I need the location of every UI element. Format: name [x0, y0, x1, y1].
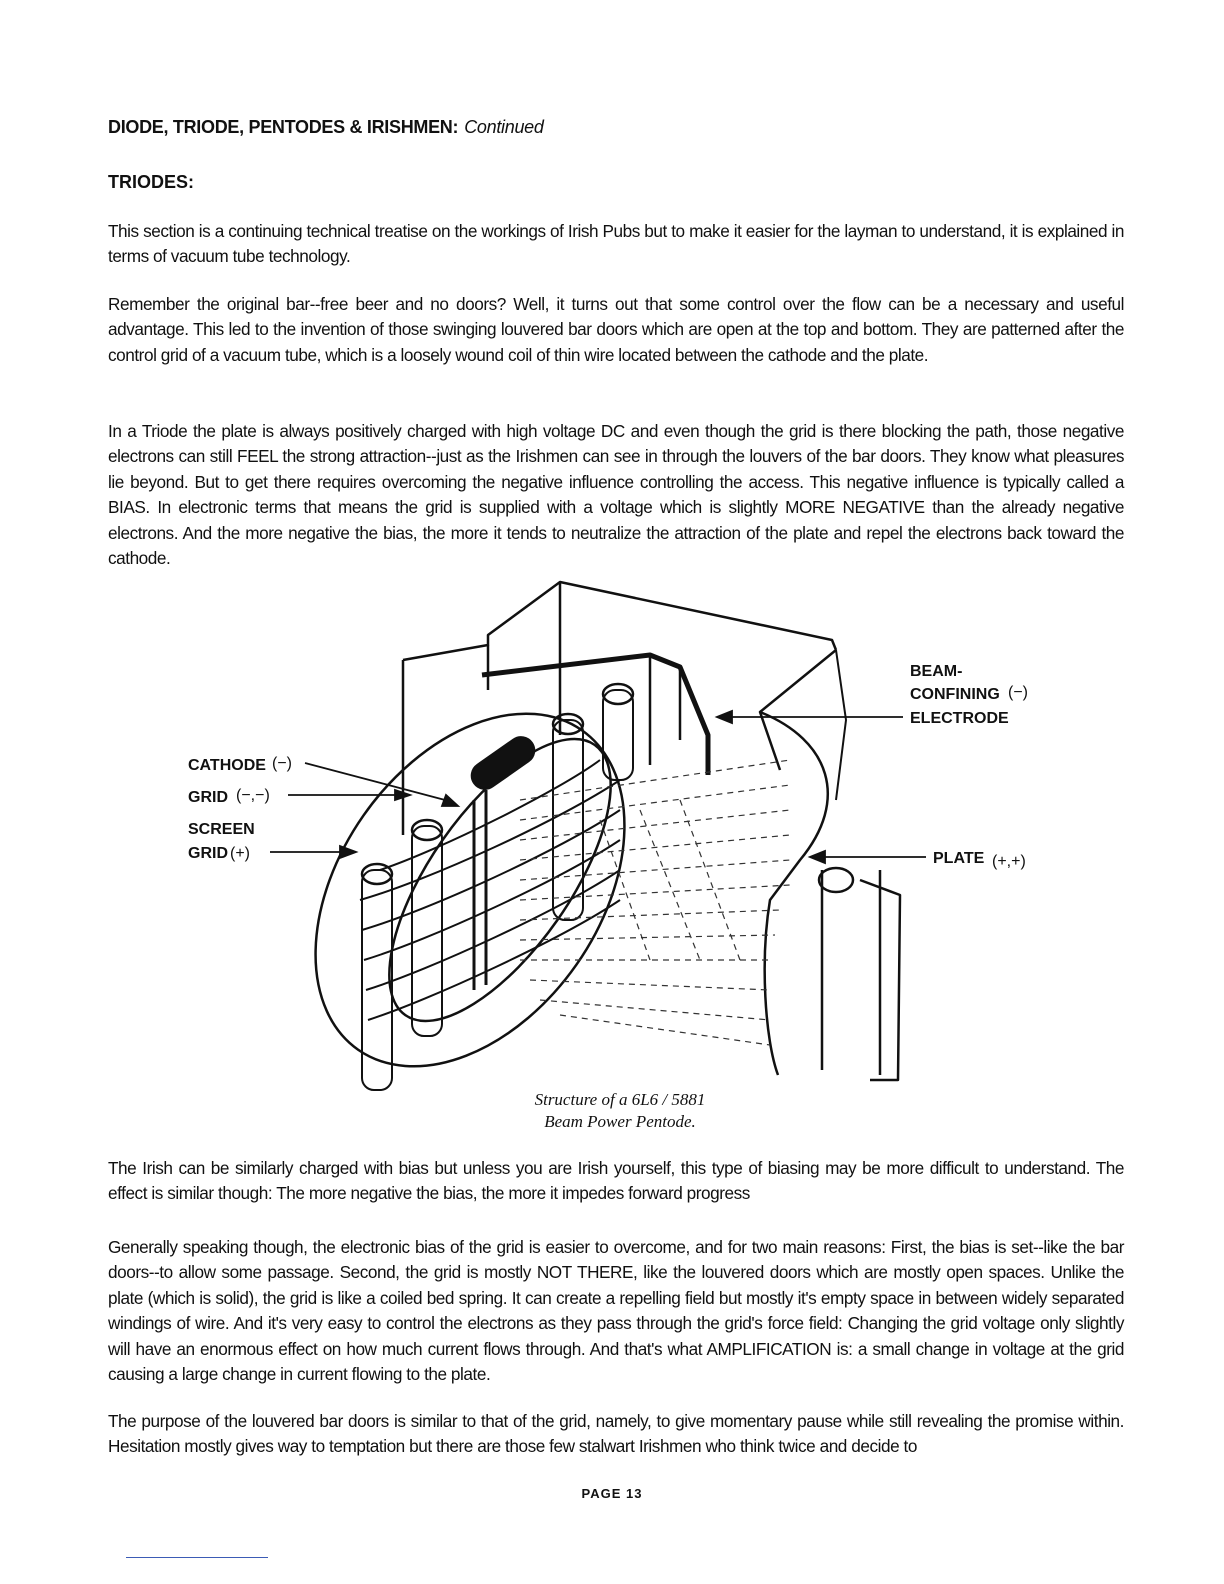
paragraph-6: The purpose of the louvered bar doors is similar to that of the grid, namely, to give momentary pause while still revealing the promise within. Hesitation mostly gives way to temptation but there are those few stalwart Irishmen who think twice and decide to	[108, 1411, 1124, 1457]
label-beam-sign: (−)	[1008, 684, 1028, 701]
heading-continued: Continued	[464, 117, 544, 137]
caption-line-2: Beam Power Pentode.	[544, 1112, 696, 1131]
electron-flow	[520, 760, 790, 1045]
label-cathode: CATHODE	[188, 757, 266, 774]
label-beam-2: CONFINING	[910, 686, 1000, 703]
label-grid: GRID	[188, 789, 228, 806]
figure-caption	[440, 1089, 800, 1133]
label-beam-1: BEAM-	[910, 663, 963, 680]
paragraph-3: In a Triode the plate is always positively charged with high voltage DC and even though the grid is there blocking the path, those negative electrons can still FEEL the strong attraction--just as the Irishmen can see in through the louvers of the bar doors. They know what pleasures lie beyond. But to get there requires overcoming the negative influence controlling the access. This negative influence is typically called a BIAS. In electronic terms that means the grid is supplied with a voltage which is slightly MORE NEGATIVE than the already negative electrons. And the more negative the bias, the more it tends to neutralize the attraction of the plate and repel the electrons back toward the cathode.	[108, 421, 1124, 569]
heading-title: DIODE, TRIODE, PENTODES & IRISHMEN:	[108, 117, 459, 137]
label-plate: PLATE	[933, 850, 985, 867]
paragraph-2: Remember the original bar--free beer and no doors? Well, it turns out that some control over the flow can be a necessary and useful advantage. This led to the invention of those swinging louvered bar doors which are open at the top and bottom. They are patterned after the control grid of a vacuum tube, which is a loosely wound coil of thin wire located between the cathode and the plate.	[108, 294, 1124, 365]
label-grid-sign: (−,−)	[236, 787, 270, 804]
label-cathode-sign: (−)	[272, 755, 292, 772]
label-plate-sign: (+,+)	[992, 853, 1026, 870]
paragraph-5: Generally speaking though, the electronic bias of the grid is easier to overcome, and for two main reasons: First, the bias is set--like the bar doors--to allow some passage. Second, the grid is mostly NOT THERE, like the louvered doors which are mostly open spaces. Unlike the plate (which is solid), the grid is like a coiled bed spring. It can create a repelling field but mostly it's empty space in between widely separated windings of wire. And it's very easy to control the electrons as they pass through the grid's force field: Changing the grid voltage only slightly will have an enormous effect on how much current flows through. And that's what AMPLIFICATION is: a small change in voltage at the grid causing a large change in current flowing to the plate.	[108, 1237, 1124, 1385]
caption-line-1: Structure of a 6L6 / 5881	[534, 1090, 706, 1109]
label-screen-sign: (+)	[230, 845, 250, 862]
label-screen-1: SCREEN	[188, 821, 255, 838]
label-screen-2: GRID	[188, 845, 228, 862]
paragraph-1: This section is a continuing technical treatise on the workings of Irish Pubs but to make it easier for the layman to understand, it is explained in terms of vacuum tube technology.	[108, 221, 1124, 267]
pentode-diagram	[0, 570, 1224, 1110]
paragraph-4: The Irish can be similarly charged with bias but unless you are Irish yourself, this type of biasing may be more difficult to understand. The effect is similar though: The more negative the bias, the more it impedes forward progress	[108, 1158, 1124, 1204]
plate-wall	[760, 712, 828, 1075]
page-number: PAGE 13	[581, 1486, 643, 1501]
cathode-element	[467, 732, 539, 793]
section-heading	[108, 117, 544, 138]
subheading-triodes: TRIODES:	[108, 172, 195, 192]
label-beam-3: ELECTRODE	[910, 710, 1009, 727]
footer-rule	[126, 1557, 268, 1558]
beam-electrode-top	[403, 582, 836, 660]
